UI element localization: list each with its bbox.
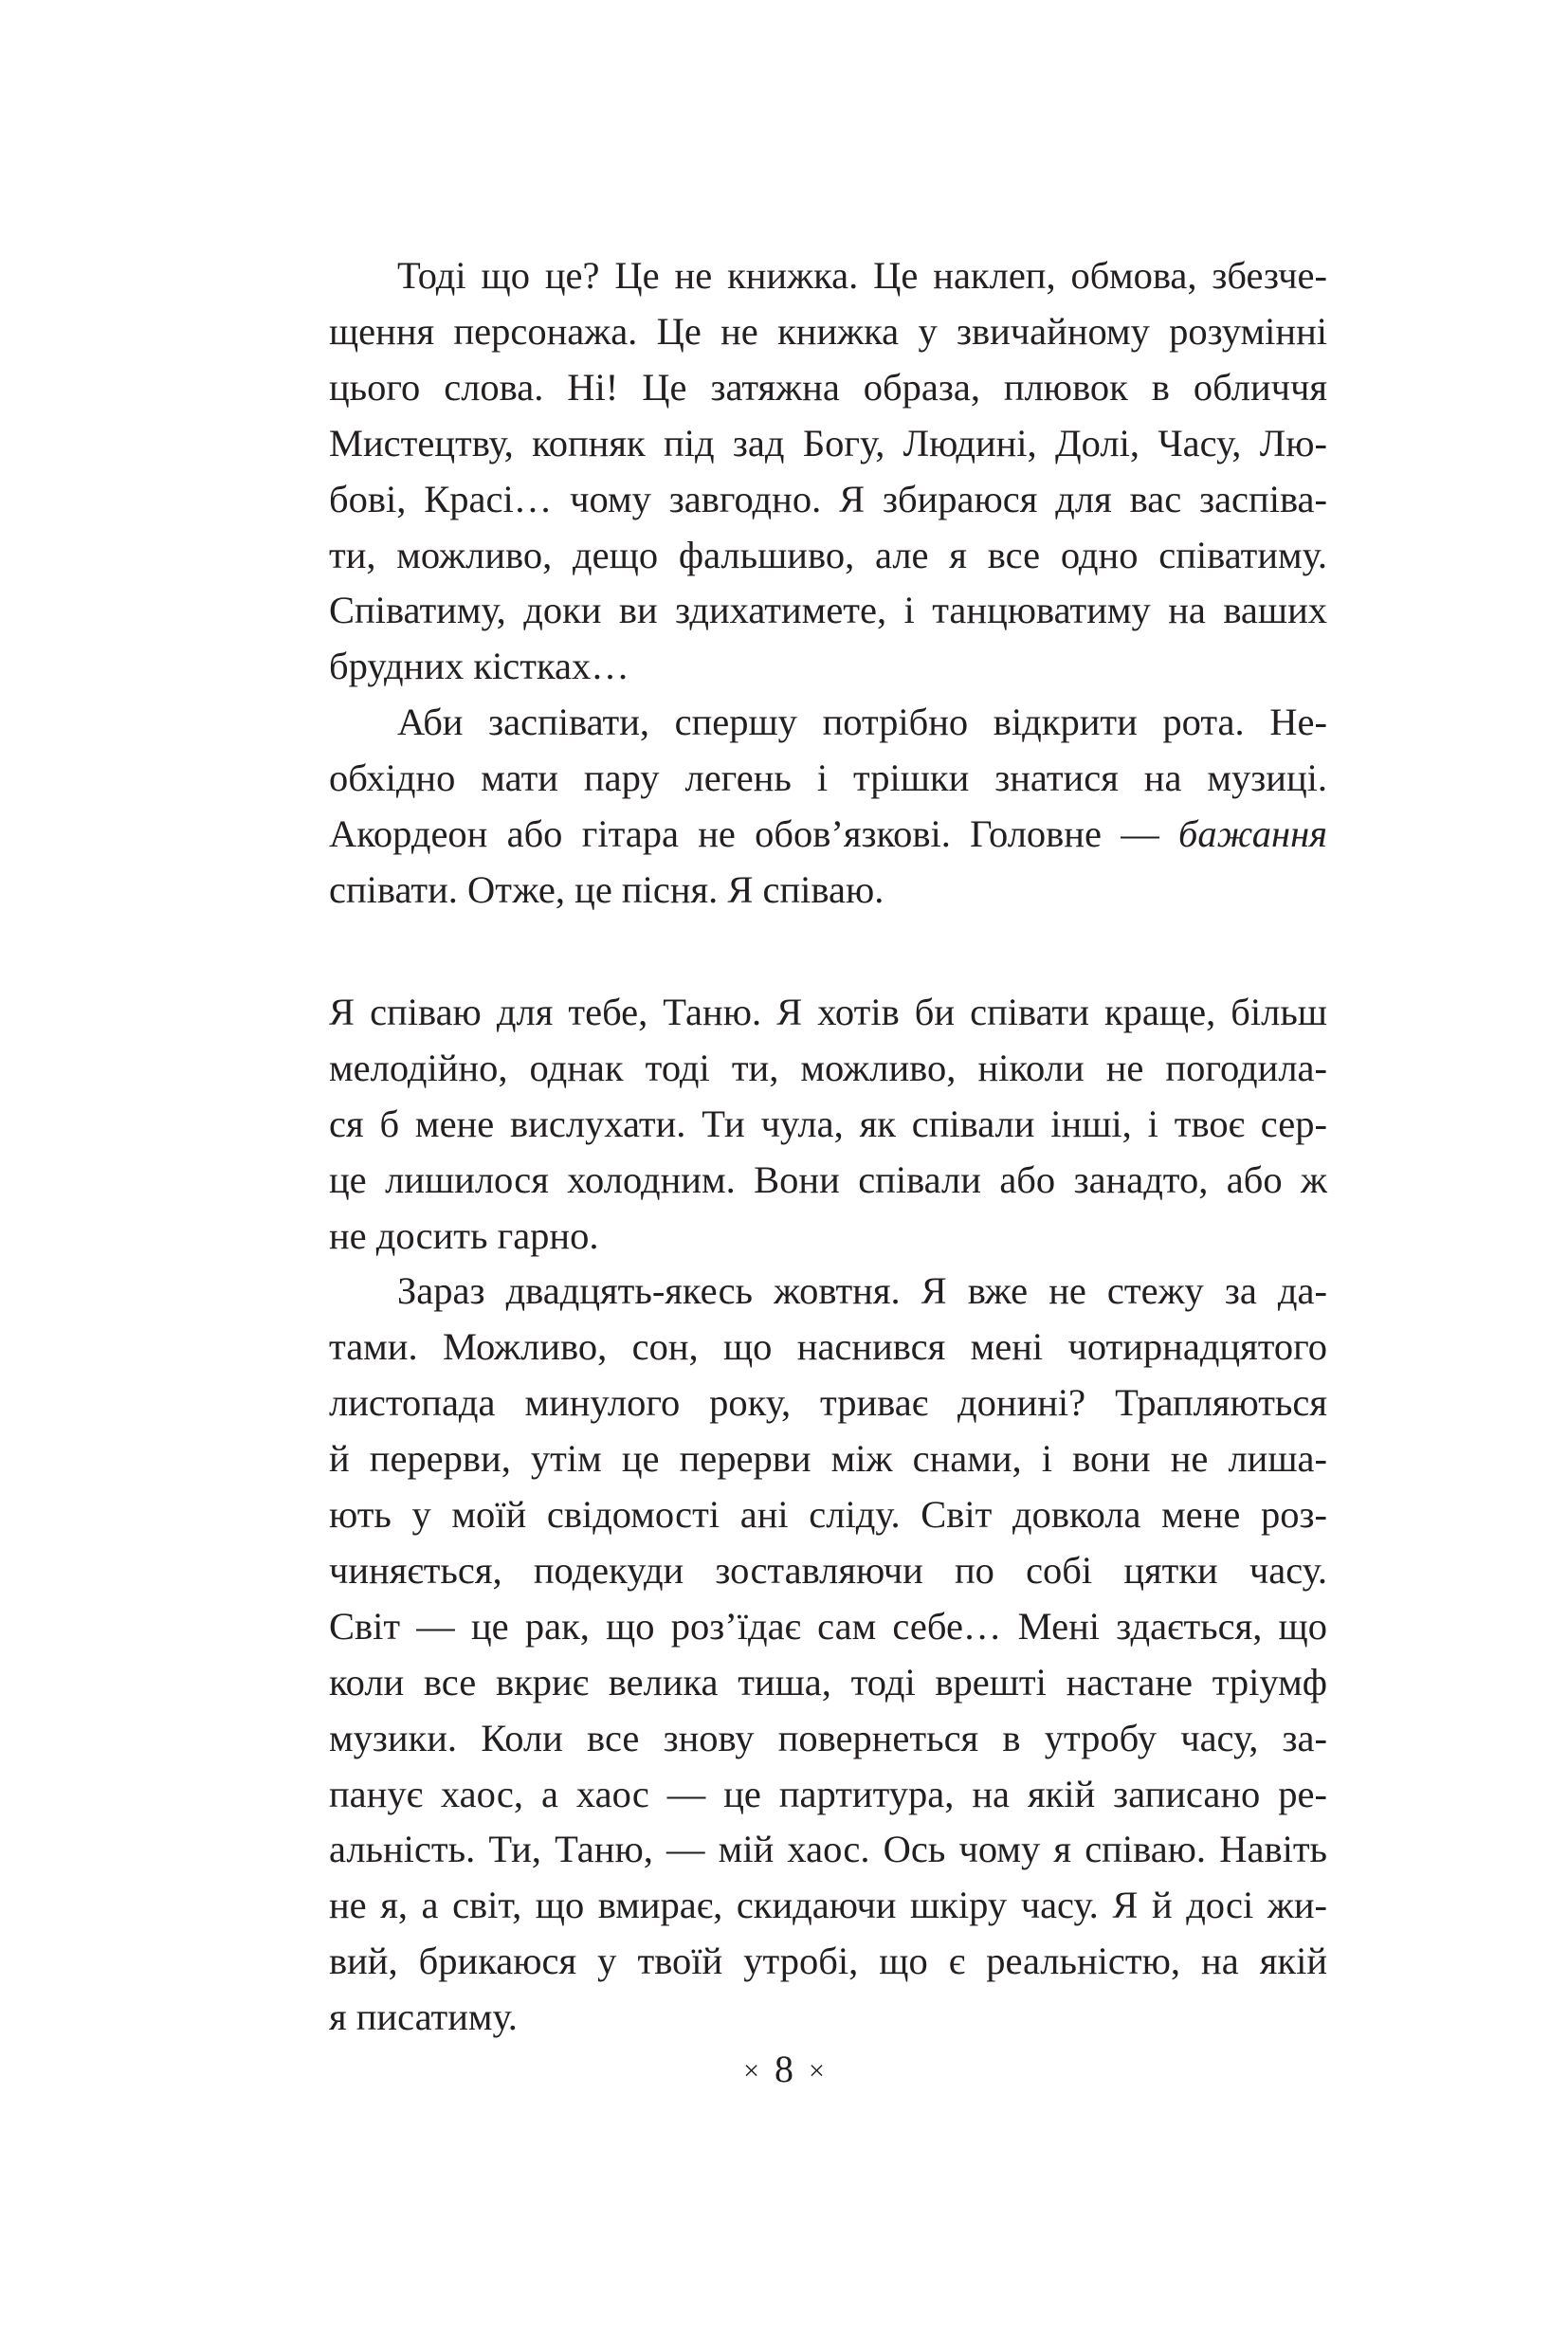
text-line: цього слова. Ні! Це затяжна образа, плювок в обличчя (329, 365, 1327, 409)
text-line: співати. Отже, це пісня. Я співаю. (329, 867, 884, 911)
text-line: не я, а світ, що вмирає, скидаючи шкіру часу. Я й досі жи- (329, 1884, 1327, 1927)
text-line: й перерви, утім це перерви між снами, і вони не лиша- (329, 1437, 1327, 1481)
text-line: Аби заспівати, спершу потрібно відкрити рота. Не- (397, 701, 1327, 744)
text-line: ся б мене вислухати. Ти чула, як співали інші, і твоє сер- (329, 1102, 1327, 1145)
text-line: Світ — це рак, що роз’їдає сам себе… Мені здається, що (329, 1604, 1327, 1648)
text-line: чиняється, подекуди зоставляючи по собі цятки часу. (329, 1548, 1327, 1592)
folio-ornament-right: × (809, 2055, 825, 2086)
text-line: тами. Можливо, сон, що наснився мені чотирнадцятого (329, 1325, 1327, 1369)
text-line: Мистецтву, копняк під зад Богу, Людині, Долі, Часу, Лю- (329, 421, 1327, 465)
text-line: ють у моїй свідомості ані сліду. Світ довкола мене роз- (329, 1493, 1327, 1537)
paragraph-3 (329, 985, 1327, 1265)
text-line: музики. Коли все знову повернеться в утробу часу, за- (329, 1716, 1327, 1759)
text-line: обхідно мати пару легень і трішки знатися на музиці. (329, 756, 1327, 800)
text-line-start: Акордеон або гітара не обов’язкові. Головне — (329, 812, 1159, 856)
text-line: коли все вкриє велика тиша, тоді врешті настане тріумф (329, 1660, 1327, 1703)
text-line: брудних кістках… (329, 645, 629, 688)
text-line: я писатиму. (329, 1995, 518, 2039)
section-break (329, 919, 1327, 985)
text-line: мелодійно, однак тоді ти, можливо, ніколи не погодила- (329, 1046, 1327, 1089)
text-line: Тоді що це? Це не книжка. Це наклеп, обмова, збезче- (397, 254, 1327, 297)
page-number (0, 2046, 1568, 2095)
text-line: Я співаю для тебе, Таню. Я хотів би співати краще, більш (329, 990, 1327, 1033)
emphasis-word: бажання (1177, 812, 1327, 856)
text-line: щення персонажа. Це не книжка у звичайному розумінні (329, 309, 1327, 353)
text-line-with-emphasis (329, 807, 1327, 863)
text-line: ти, можливо, дещо фальшиво, але я все одно співатиму. (329, 533, 1327, 576)
text-line: Співатиму, доки ви здихатимете, і танцюватиму на ваших (329, 589, 1327, 632)
paragraph-4 (329, 1264, 1327, 2046)
paragraph-2 (329, 695, 1327, 919)
text-line: листопада минулого року, триває донині? Трапляються (329, 1381, 1327, 1425)
text-line: не досить гарно. (329, 1213, 599, 1257)
text-line: це лишилося холодним. Вони співали або занадто, або ж (329, 1157, 1327, 1201)
text-line: панує хаос, а хаос — це партитура, на якій записано ре- (329, 1772, 1327, 1815)
page-number-value: 8 (775, 2048, 793, 2090)
text-line: вий, брикаюся у твоїй утробі, що є реальністю, на якій (329, 1940, 1327, 1983)
page-body (329, 248, 1327, 2046)
text-line: альність. Ти, Таню, — мій хаос. Ось чому я співаю. Навіть (329, 1828, 1327, 1871)
text-line: бові, Красі… чому завгодно. Я збираюся для вас заспіва- (329, 477, 1327, 520)
folio-ornament-left: × (743, 2055, 759, 2086)
paragraph-1 (329, 248, 1327, 695)
text-line: Зараз двадцять-якесь жовтня. Я вже не стежу за да- (397, 1269, 1327, 1313)
